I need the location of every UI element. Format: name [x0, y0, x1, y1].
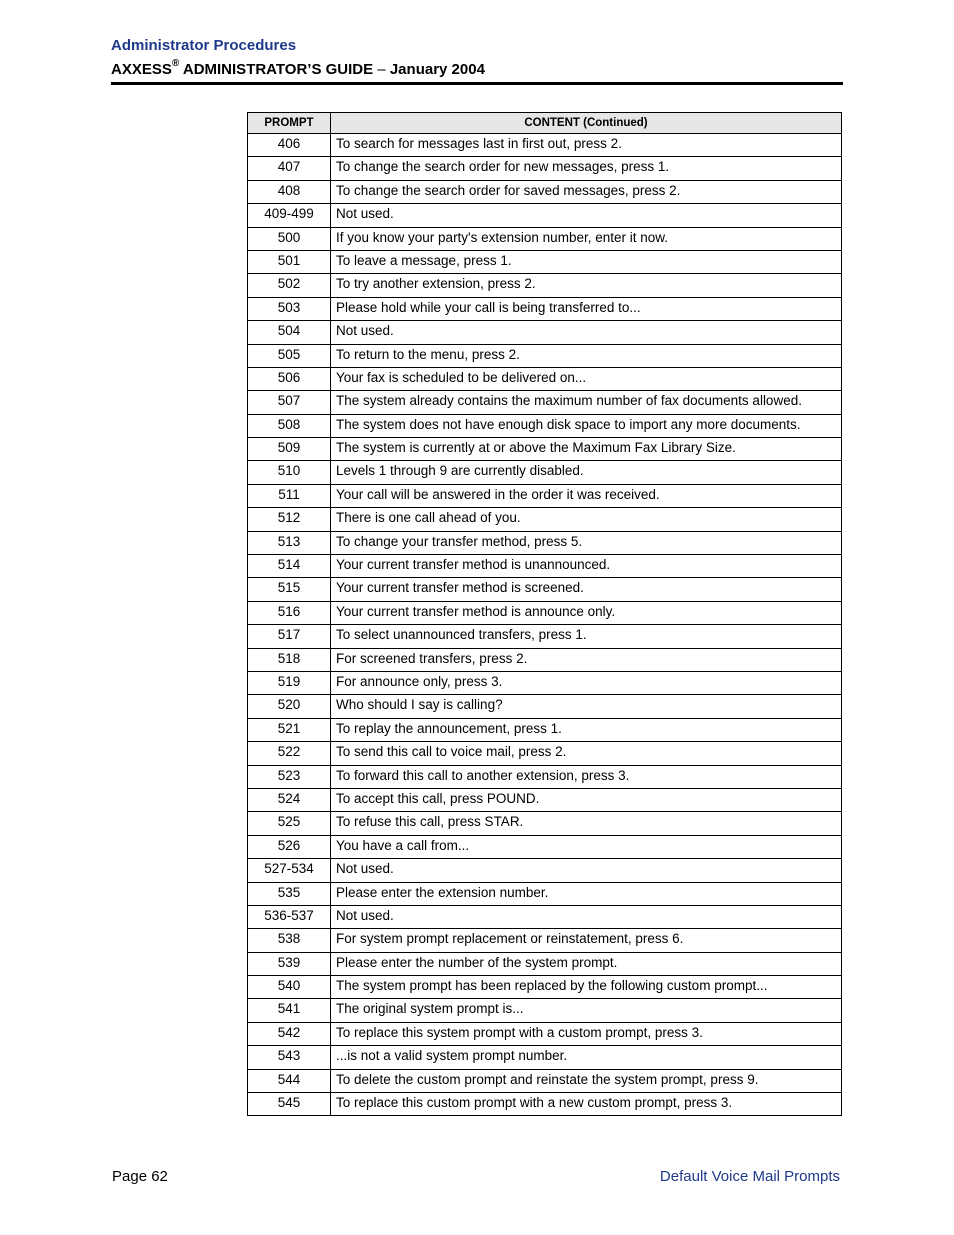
table-row — [248, 555, 842, 578]
prompt-number-cell: 501 — [248, 250, 331, 273]
prompt-content-cell: To delete the custom prompt and reinstate the system prompt, press 9. — [331, 1069, 842, 1092]
table-row — [248, 250, 842, 273]
prompt-content-cell: To forward this call to another extension, press 3. — [331, 765, 842, 788]
table-row — [248, 578, 842, 601]
table-row — [248, 531, 842, 554]
table-row — [248, 508, 842, 531]
prompt-number-cell: 544 — [248, 1069, 331, 1092]
prompt-content-cell: The original system prompt is... — [331, 999, 842, 1022]
table-row — [248, 391, 842, 414]
prompt-number-cell: 527-534 — [248, 859, 331, 882]
prompt-content-cell: Your call will be answered in the order it was received. — [331, 484, 842, 507]
table-row — [248, 1069, 842, 1092]
table-row — [248, 344, 842, 367]
prompt-content-cell: To leave a message, press 1. — [331, 250, 842, 273]
table-row — [248, 952, 842, 975]
prompt-content-cell: Your fax is scheduled to be delivered on... — [331, 367, 842, 390]
prompt-number-cell: 511 — [248, 484, 331, 507]
prompt-number-cell: 543 — [248, 1046, 331, 1069]
table-row — [248, 765, 842, 788]
prompt-number-cell: 521 — [248, 718, 331, 741]
prompt-content-cell: ...is not a valid system prompt number. — [331, 1046, 842, 1069]
prompt-number-cell: 517 — [248, 625, 331, 648]
prompt-number-cell: 519 — [248, 671, 331, 694]
prompt-content-cell: The system already contains the maximum number of fax documents allowed. — [331, 391, 842, 414]
registered-mark: ® — [171, 58, 180, 69]
table-row — [248, 648, 842, 671]
table-row — [248, 718, 842, 741]
table-row — [248, 1093, 842, 1116]
prompt-content-cell: To replay the announcement, press 1. — [331, 718, 842, 741]
prompt-number-cell: 526 — [248, 835, 331, 858]
table-row — [248, 157, 842, 180]
table-row — [248, 204, 842, 227]
prompt-column-header: PROMPT — [248, 113, 331, 134]
prompt-number-cell: 507 — [248, 391, 331, 414]
table-row — [248, 905, 842, 928]
prompt-number-cell: 540 — [248, 976, 331, 999]
prompt-content-cell: For announce only, press 3. — [331, 671, 842, 694]
prompt-content-cell: Levels 1 through 9 are currently disabled. — [331, 461, 842, 484]
prompt-number-cell: 510 — [248, 461, 331, 484]
prompts-table — [247, 112, 842, 1116]
guide-title — [111, 60, 485, 78]
prompt-number-cell: 508 — [248, 414, 331, 437]
prompt-content-cell: The system does not have enough disk space to import any more documents. — [331, 414, 842, 437]
prompt-content-cell: Please enter the extension number. — [331, 882, 842, 905]
table-row — [248, 274, 842, 297]
prompt-number-cell: 524 — [248, 788, 331, 811]
prompt-content-cell: To send this call to voice mail, press 2. — [331, 742, 842, 765]
prompt-number-cell: 513 — [248, 531, 331, 554]
prompt-number-cell: 535 — [248, 882, 331, 905]
prompt-number-cell: 502 — [248, 274, 331, 297]
prompt-number-cell: 408 — [248, 180, 331, 203]
prompt-number-cell: 504 — [248, 321, 331, 344]
prompt-content-cell: To select unannounced transfers, press 1. — [331, 625, 842, 648]
prompt-content-cell: Not used. — [331, 321, 842, 344]
table-row — [248, 625, 842, 648]
prompt-content-cell: To try another extension, press 2. — [331, 274, 842, 297]
prompt-content-cell: To change the search order for saved messages, press 2. — [331, 180, 842, 203]
prompt-number-cell: 520 — [248, 695, 331, 718]
prompt-content-cell: If you know your party's extension number, enter it now. — [331, 227, 842, 250]
table-row — [248, 484, 842, 507]
prompt-content-cell: Please hold while your call is being transferred to... — [331, 297, 842, 320]
prompt-content-cell: Your current transfer method is unannounced. — [331, 555, 842, 578]
table-row — [248, 812, 842, 835]
content-column-header: CONTENT (Continued) — [331, 113, 842, 134]
prompt-content-cell: Your current transfer method is screened. — [331, 578, 842, 601]
prompt-content-cell: To search for messages last in first out, press 2. — [331, 134, 842, 157]
prompt-content-cell: There is one call ahead of you. — [331, 508, 842, 531]
table-row — [248, 414, 842, 437]
prompt-number-cell: 514 — [248, 555, 331, 578]
table-row — [248, 227, 842, 250]
table-header-row — [248, 113, 842, 134]
prompt-number-cell: 523 — [248, 765, 331, 788]
prompt-number-cell: 542 — [248, 1022, 331, 1045]
prompt-number-cell: 505 — [248, 344, 331, 367]
prompt-content-cell: To refuse this call, press STAR. — [331, 812, 842, 835]
table-row — [248, 742, 842, 765]
table-row — [248, 671, 842, 694]
table-row — [248, 835, 842, 858]
table-row — [248, 882, 842, 905]
prompt-number-cell: 539 — [248, 952, 331, 975]
prompt-content-cell: Not used. — [331, 204, 842, 227]
table-row — [248, 297, 842, 320]
guide-name: ADMINISTRATOR’S GUIDE — [182, 61, 374, 78]
page-number: Page 62 — [112, 1168, 168, 1185]
prompt-content-cell: Who should I say is calling? — [331, 695, 842, 718]
table-row — [248, 695, 842, 718]
table-row — [248, 999, 842, 1022]
table-row — [248, 601, 842, 624]
prompt-number-cell: 500 — [248, 227, 331, 250]
prompt-content-cell: Please enter the number of the system prompt. — [331, 952, 842, 975]
table-row — [248, 134, 842, 157]
prompt-number-cell: 503 — [248, 297, 331, 320]
guide-date: January 2004 — [389, 61, 485, 78]
table-row — [248, 788, 842, 811]
prompt-content-cell: The system prompt has been replaced by the following custom prompt... — [331, 976, 842, 999]
prompt-content-cell: For screened transfers, press 2. — [331, 648, 842, 671]
prompt-content-cell: To replace this system prompt with a custom prompt, press 3. — [331, 1022, 842, 1045]
table-row — [248, 321, 842, 344]
table-row — [248, 976, 842, 999]
product-name: AXXESS — [111, 61, 172, 78]
prompt-number-cell: 545 — [248, 1093, 331, 1116]
prompt-number-cell: 506 — [248, 367, 331, 390]
prompt-content-cell: Not used. — [331, 905, 842, 928]
table-body — [248, 134, 842, 1116]
prompt-content-cell: For system prompt replacement or reinstatement, press 6. — [331, 929, 842, 952]
prompt-number-cell: 541 — [248, 999, 331, 1022]
chapter-title: Default Voice Mail Prompts — [659, 1168, 840, 1185]
section-heading: Administrator Procedures — [111, 37, 297, 54]
prompt-number-cell: 409-499 — [248, 204, 331, 227]
prompt-content-cell: The system is currently at or above the Maximum Fax Library Size. — [331, 438, 842, 461]
prompt-content-cell: To accept this call, press POUND. — [331, 788, 842, 811]
prompt-number-cell: 525 — [248, 812, 331, 835]
prompt-content-cell: To return to the menu, press 2. — [331, 344, 842, 367]
prompt-content-cell: To change the search order for new messages, press 1. — [331, 157, 842, 180]
prompt-number-cell: 407 — [248, 157, 331, 180]
prompt-content-cell: To replace this custom prompt with a new custom prompt, press 3. — [331, 1093, 842, 1116]
table-row — [248, 859, 842, 882]
prompt-number-cell: 518 — [248, 648, 331, 671]
prompt-number-cell: 406 — [248, 134, 331, 157]
prompt-number-cell: 538 — [248, 929, 331, 952]
prompt-number-cell: 515 — [248, 578, 331, 601]
table-row — [248, 367, 842, 390]
header-rule — [111, 82, 843, 85]
table-row — [248, 180, 842, 203]
table-row — [248, 1022, 842, 1045]
table-row — [248, 1046, 842, 1069]
title-separator: – — [377, 61, 386, 78]
prompt-content-cell: Your current transfer method is announce only. — [331, 601, 842, 624]
prompt-number-cell: 516 — [248, 601, 331, 624]
table-row — [248, 461, 842, 484]
table-row — [248, 929, 842, 952]
prompt-content-cell: To change your transfer method, press 5. — [331, 531, 842, 554]
prompt-number-cell: 509 — [248, 438, 331, 461]
prompt-number-cell: 522 — [248, 742, 331, 765]
prompt-content-cell: Not used. — [331, 859, 842, 882]
prompt-number-cell: 536-537 — [248, 905, 331, 928]
table-row — [248, 438, 842, 461]
prompt-content-cell: You have a call from... — [331, 835, 842, 858]
prompt-number-cell: 512 — [248, 508, 331, 531]
